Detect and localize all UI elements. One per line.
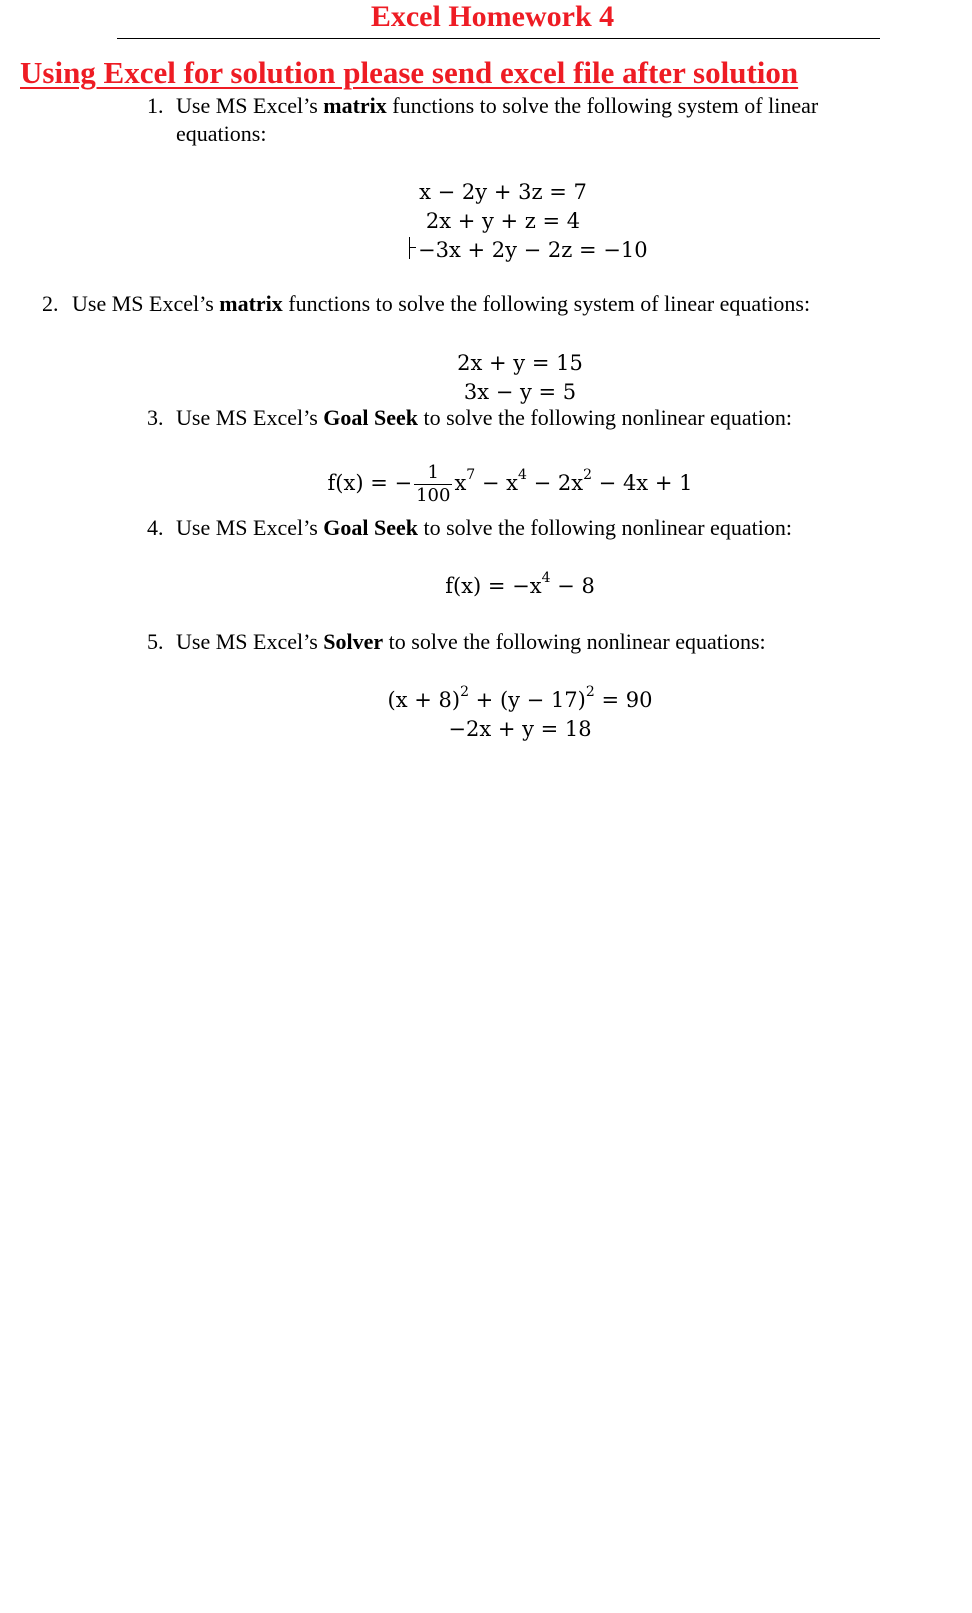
equation: 3x − y = 5 bbox=[463, 380, 577, 404]
equation: f(x) = − $\frac{1}{100}$ $x^7 - x^4 - 2x^2 - 4x + 1$ bbox=[327, 462, 693, 506]
equation: −3x + 2y − 2z = −10 bbox=[418, 238, 648, 262]
equation: −2x + y = 18 bbox=[448, 717, 592, 741]
equation: $f(x) = -x^4 - 8$ bbox=[445, 570, 595, 598]
bracket-mark bbox=[409, 237, 416, 259]
question-number: 1. bbox=[147, 93, 164, 118]
keyword: Solver bbox=[323, 629, 384, 654]
question-text: Use MS Excel’s Solver to solve the following nonlinear equations: bbox=[176, 629, 766, 654]
equation: 2x + y + z = 4 bbox=[425, 209, 581, 233]
instruction-heading: Using Excel for solution please send excel file after solution bbox=[20, 55, 799, 90]
fraction: $\frac{1}{100}$ bbox=[416, 462, 451, 506]
equation: 2x + y = 15 bbox=[457, 351, 583, 375]
keyword: matrix bbox=[323, 93, 387, 118]
question-number: 4. bbox=[147, 515, 164, 540]
question-number: 3. bbox=[147, 405, 164, 430]
page-title: Excel Homework 4 bbox=[370, 0, 615, 33]
equation: $(x + 8)^2 + (y - 17)^2 = 90$ bbox=[387, 684, 653, 712]
keyword: matrix bbox=[219, 291, 283, 316]
question-text: Use MS Excel’s matrix functions to solve the following system of linear bbox=[176, 93, 819, 118]
question-text: Use MS Excel’s Goal Seek to solve the following nonlinear equation: bbox=[176, 515, 792, 540]
question-text: Use MS Excel’s Goal Seek to solve the following nonlinear equation: bbox=[176, 405, 792, 430]
keyword: Goal Seek bbox=[323, 405, 418, 430]
keyword: Goal Seek bbox=[323, 515, 418, 540]
question-text: Use MS Excel’s matrix functions to solve the following system of linear equations: bbox=[72, 291, 811, 316]
title-divider bbox=[117, 38, 880, 39]
equation: x − 2y + 3z = 7 bbox=[419, 180, 587, 204]
question-1-continuation: equations: bbox=[176, 121, 267, 146]
question-number: 2. bbox=[42, 291, 59, 316]
question-number: 5. bbox=[147, 629, 164, 654]
